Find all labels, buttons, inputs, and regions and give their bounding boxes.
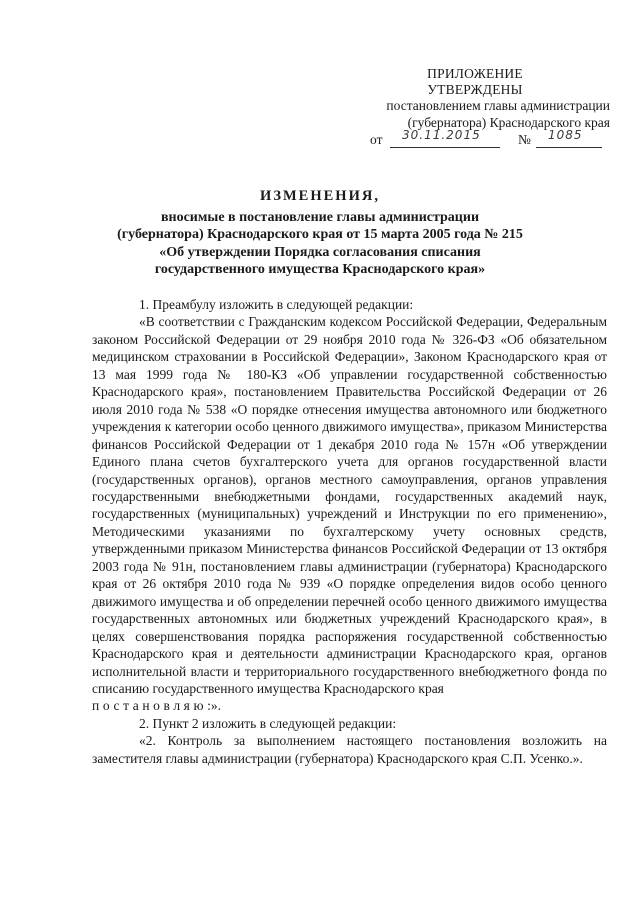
title-line-1: вносимые в постановление главы администрации: [160, 209, 480, 225]
date-underline: [390, 147, 500, 148]
decree-line-1: постановлением главы администрации: [386, 98, 610, 113]
approval-stamp: [340, 66, 610, 152]
number-label: №: [518, 132, 531, 147]
document-body: [92, 296, 607, 767]
item-2-paragraph: 2. Пункт 2 изложить в следующей редакции:: [139, 715, 397, 731]
number-underline: [536, 147, 602, 148]
appendix-label: ПРИЛОЖЕНИЕ: [427, 66, 523, 81]
title-line-3: «Об утверждении Порядка согласования списания: [159, 244, 481, 260]
date-number-line: [340, 128, 610, 152]
decree-word-tail: :».: [207, 698, 222, 714]
date-label: от: [370, 132, 383, 147]
decree-word: постановляю: [92, 698, 208, 714]
handwritten-number: 1085: [548, 128, 583, 142]
handwritten-date: 30.11.2015: [402, 128, 481, 142]
title-heading: ИЗМЕНЕНИЯ,: [260, 188, 380, 204]
preamble-paragraph: [92, 313, 607, 714]
decree-line-2: (губернатора) Краснодарского края: [407, 114, 610, 130]
control-paragraph: «2. Контроль за выполнением настоящего постановления возложить на заместителя главы администрации (губернатора) Краснодарского края С.П. Усенко.».: [92, 733, 607, 766]
preamble-text: «В соответствии с Гражданским кодексом Российской Федерации, Федеральным законом Российской Федерации от 29 ноября 2010 года № 326-ФЗ «Об обязательном медицинском страховании в Российской Федерации», Законом Краснодарского края от 13 мая 1999 года № 180-КЗ «Об управлении государственной собственностью Краснодарского края», постановлением Правительства Российской Федерации от 26 июля 2010 года № 538 «О порядке отнесения имущества автономного или бюджетного учреждения к категории особо ценного движимого имущества», приказом Министерства финансов Российской Федерации от 1 декабря 2010 года № 157н «Об утверждении Единого плана счетов бухгалтерского учета для органов государственной власти (государственных органов), органов местного самоуправления, органов управления государственными внебюджетными фондами, государственных академий наук, государственных (муниципальных) учреждений и Инструкции по его применению», Методическими указаниями по бухгалтерскому учету основных средств, утвержденными приказом Министерства финансов Российской Федерации от 13 октября 2003 года № 91н, постановлением главы администрации (губернатора) Краснодарского края от 26 октября 2010 года № 939 «О порядке определения видов особо ценного движимого имущества и об определении перечней особо ценного движимого имущества государственных автономных или бюджетных учреждений Краснодарского края», в целях совершенствования порядка распоряжения государственной собственностью Краснодарского края и деятельности администрации Краснодарского края, органов исполнительной власти и территориального государственного внебюджетного фонда по списанию государственного имущества Краснодарского края: [92, 314, 607, 696]
item-1-paragraph: 1. Преамбулу изложить в следующей редакции:: [139, 297, 414, 312]
title-line-2: (губернатора) Краснодарского края от 15 марта 2005 года № 215: [117, 227, 523, 242]
title-line-4: государственного имущества Краснодарского края»: [154, 262, 486, 277]
approved-label: УТВЕРЖДЕНЫ: [427, 82, 523, 97]
document-title: [60, 188, 580, 279]
